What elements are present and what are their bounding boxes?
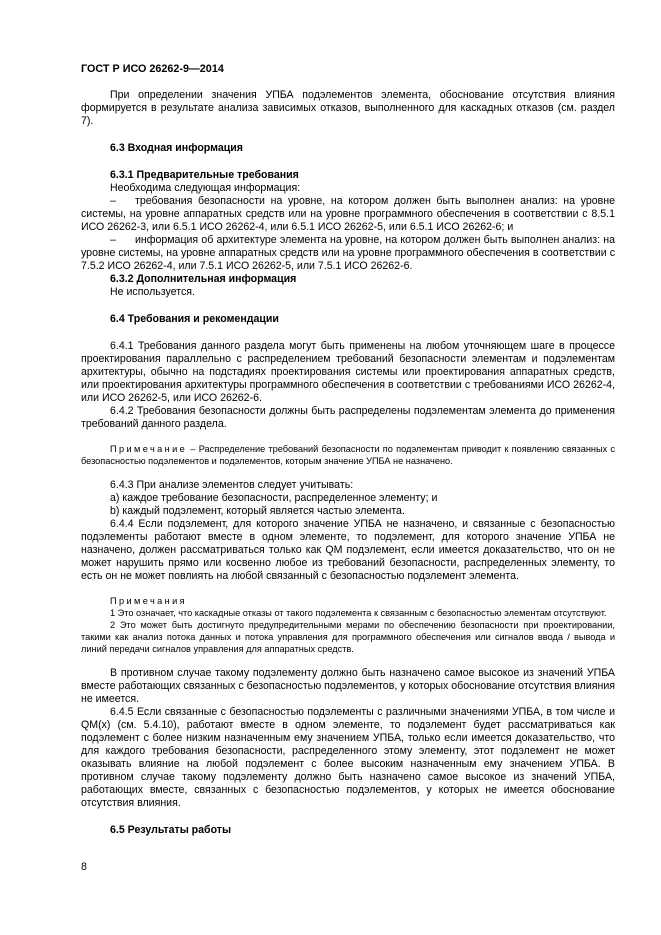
note-text: – Распределение требований безопасности по подэлементам приводит к появлению связанных с безопасностью подэлементов и подэлементов, которым значение УПБА не назначено. — [81, 444, 615, 466]
list-item-a: a) каждое требование безопасности, распределенное элементу; и — [110, 492, 438, 504]
list-item-text: информация об архитектуре элемента на уровне, на котором должен быть выполнен анализ: на уровне системы, на уровне аппаратных средств или на уровне программного обеспечения в соответствии с 7.5.2 ИСО 26262-4, или 7.5.1 ИСО 26262-5, или 7.5.1 ИСО 26262-6. — [81, 234, 615, 272]
note-item-1: 1 Это означает, что каскадные отказы от такого подэлемента к связанным с безопасностью элементам отсутствуют. — [110, 608, 607, 618]
dash-marker: – — [110, 195, 116, 207]
list-item-text: требования безопасности на уровне, на котором должен быть выполнен анализ: на уровне системы, на уровне аппаратных средств или на уровне программного обеспечения в соответствии с 8.5.1 ИСО 26262-3, или 6.5.1 ИСО 26262-4, или 6.5.1 ИСО 26262-5, или 6.5.1 ИСО 26262-6; и — [81, 195, 615, 233]
section-6-3-1-intro: Необходима следующая информация: — [110, 182, 301, 194]
section-6-3-2-heading: 6.3.2 Дополнительная информация — [110, 273, 297, 285]
note-item-2: 2 Это может быть достигнуто предупредительными мерами по обеспечению безопасности при проектировании, такими как анализ потока данных и потока управления для программного обеспечения или сигналов ввода / вывода и линий передачи сигналов управления для аппаратных средств. — [81, 620, 615, 654]
note-label: Примечание — [110, 444, 188, 454]
page-content — [81, 89, 615, 837]
page-header: ГОСТ Р ИСО 26262-9—2014 — [81, 63, 224, 75]
section-6-4-heading: 6.4 Требования и рекомендации — [110, 313, 279, 325]
section-6-3-heading: 6.3 Входная информация — [110, 142, 243, 154]
notes-label: Примечания — [110, 596, 188, 606]
intro-paragraph: При определении значения УПБА подэлементов элемента, обоснование отсутствия влияния формируется в результате анализа зависимых отказов, выполненного для каскадных отказов (см. раздел 7). — [81, 89, 615, 127]
section-6-5-heading: 6.5 Результаты работы — [110, 824, 232, 836]
list-item — [81, 195, 615, 234]
paragraph-6-4-1: 6.4.1 Требования данного раздела могут быть применены на любом уточняющем шаге в процессе проектирования параллельно с распределением требований безопасности элементам и подэлементам архитектуры, обычно на подстадиях проектирования системы или проектирования аппаратных средств, или проектирования архитектуры программного обеспечения в соответствии с требованиями ИСО 26262-4, или ИСО 26262-5, или ИСО 26262-6. — [81, 340, 615, 404]
dash-marker: – — [110, 234, 116, 246]
paragraph-6-4-3: 6.4.3 При анализе элементов следует учитывать: — [110, 479, 354, 491]
paragraph-6-4-2: 6.4.2 Требования безопасности должны быть распределены подэлементам элемента до применения требований данного раздела. — [81, 405, 615, 430]
page-number: 8 — [81, 861, 87, 873]
list-item — [81, 234, 615, 273]
paragraph-6-4-5: 6.4.5 Если связанные с безопасностью подэлементы с различными значениями УПБА, в том числе и QM(x) (см. 5.4.10), работают вместе в одном элементе, то подэлемент будет рассматриваться как подэлемент с более низким назначенным ему значением УПБА, только если имеется доказательство, что для каждого требования безопасности, распределенного этому элементу, этот подэлемент не может оказывать влияние на любой подэлемент с более высоким назначенным ему значением УПБА. В противном случае такому подэлементу должно быть назначено самое высокое из значений УПБА, работающих вместе, связанных с безопасностью подэлементов, у которых не имеется обоснование отсутствия влияния. — [81, 706, 615, 809]
section-6-3-2-text: Не используется. — [110, 286, 195, 298]
list-item-b: b) каждый подэлемент, который является частью элемента. — [110, 505, 405, 517]
note-paragraph — [81, 443, 615, 467]
paragraph-6-4-4-continued: В противном случае такому подэлементу должно быть назначено самое высокое из значений УПБА вместе работающих связанных с безопасностью подэлементов, у которых обоснование отсутствия влияния не имеется. — [81, 667, 615, 705]
paragraph-6-4-4: 6.4.4 Если подэлемент, для которого значение УПБА не назначено, и связанные с безопасностью подэлементы работают вместе в одном элементе, то подэлемент, для которого значение УПБА не назначено, должен рассматриваться только как QM подэлемент, если имеется доказательство, что он не может нарушить прямо или косвенно любое из требований безопасности, распределенных элементу, то есть он не может повлиять на любой связанный с безопасностью подэлемент элемента. — [81, 518, 615, 582]
section-6-3-1-heading: 6.3.1 Предварительные требования — [110, 169, 299, 181]
